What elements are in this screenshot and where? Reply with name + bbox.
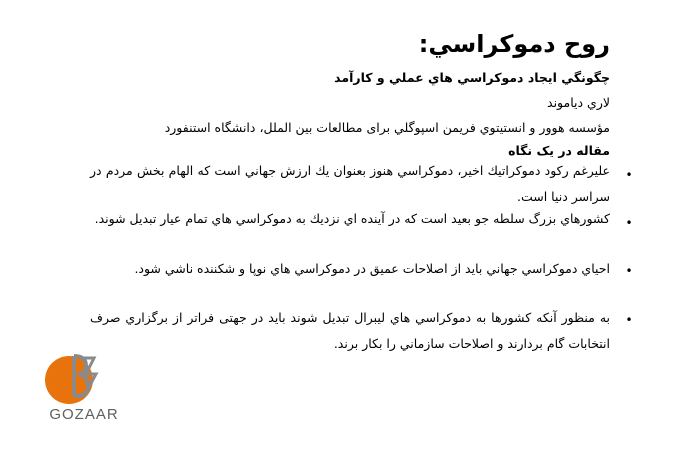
bullet-text-4: به منظور آنكه كشورها به دموكراسي هاي ليبرال تبديل شوند بايد در جهتى فراتر از برگزاري صرف انتخابات گام بردارند و اصلاحات سازماني را بكار برند. — [90, 310, 610, 351]
bullet-text-2: كشورهاي بزرگ سلطه جو بعيد است كه در آينده اي نزديك به دموكراسي هاي تمام عيار تبديل شوند. — [94, 211, 610, 226]
author: لاري دياموند — [547, 95, 610, 110]
bullet-marker-2: • — [625, 216, 633, 230]
bullet-marker-1: • — [625, 168, 633, 182]
subtitle: چگونگي ايجاد دموكراسي هاي عملي و كارآمد — [334, 70, 610, 85]
bullet-text-1: عليرغم ركود دموكراتيك اخير، دموكراسي هنوز بعنوان يك ارزش جهاني است كه الهام بخش مردم در سراسر دنيا است. — [90, 163, 610, 204]
section-heading: مقاله در يک نگاه — [508, 143, 610, 158]
affiliation: مؤسسه هوور و انستيتوي فريمن اسپوگلي براى مطالعات بين الملل، دانشگاه استنفورد — [164, 120, 610, 135]
logo-label: GOZAAR — [49, 406, 119, 423]
bullet-text-3: احياي دموكراسي جهاني بايد از اصلاحات عميق در دموكراسي هاي نوپا و شكننده ناشي شود. — [134, 261, 610, 276]
bullet-marker-4: • — [625, 313, 633, 327]
slide-title: روح دموکراسي: — [418, 30, 610, 58]
bullet-marker-3: • — [625, 264, 633, 278]
